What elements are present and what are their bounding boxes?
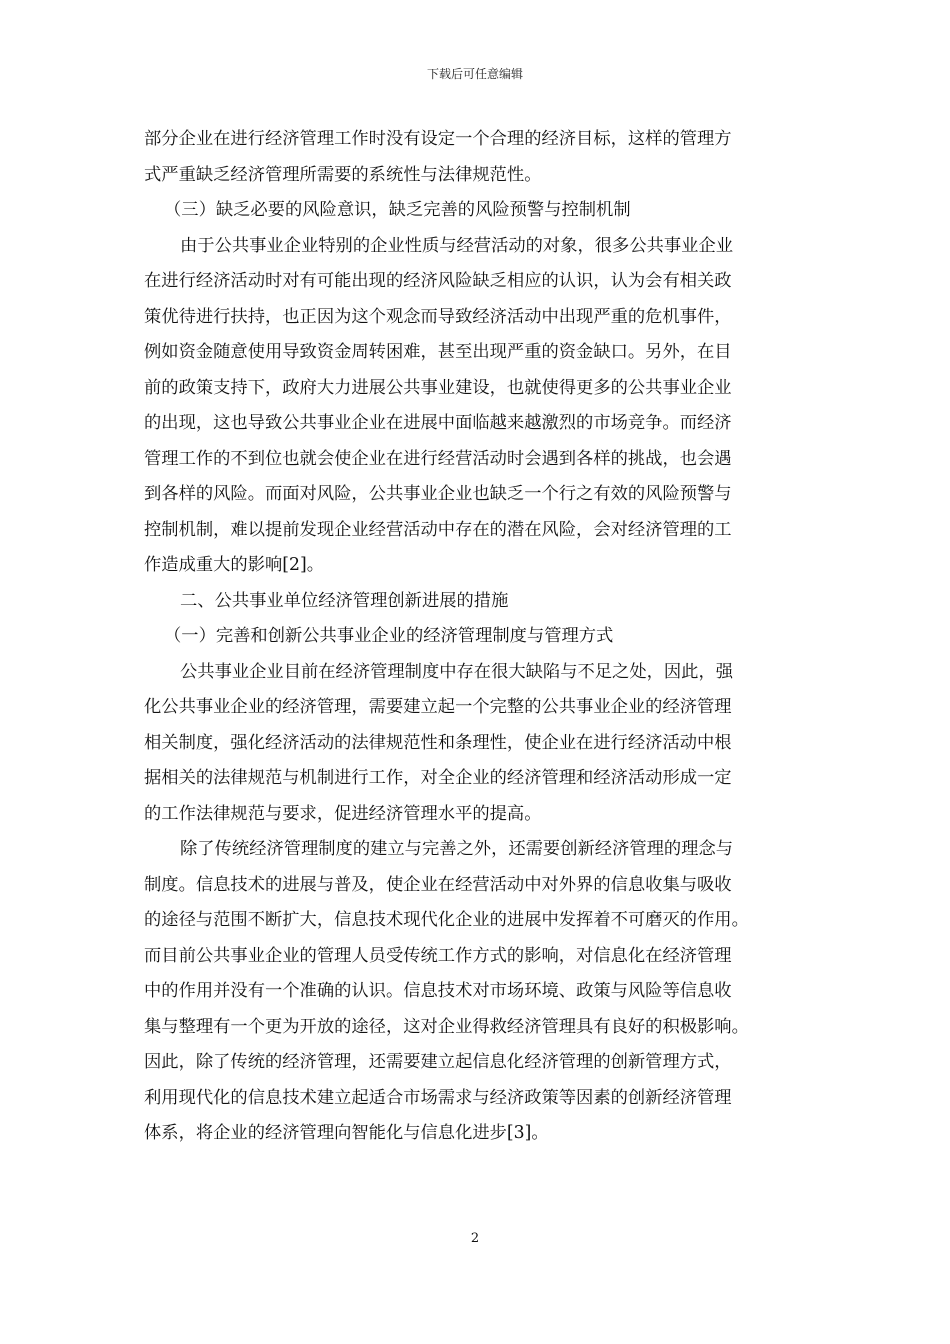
paragraph-line: 体系，将企业的经济管理向智能化与信息化进步[3]。 (144, 1123, 549, 1143)
page-header: 下载后可任意编辑 (426, 67, 523, 81)
paragraph-line: 据相关的法律规范与机制进行工作，对全企业的经济管理和经济活动形成一定 (144, 768, 732, 788)
subsection-heading: （一）完善和创新公共事业企业的经济管理制度与管理方式 (164, 626, 614, 646)
paragraph-line: 到各样的风险。而面对风险，公共事业企业也缺乏一个行之有效的风险预警与 (144, 484, 732, 504)
paragraph-line: 除了传统经济管理制度的建立与完善之外，还需要创新经济管理的理念与 (180, 839, 734, 859)
section-heading: （三）缺乏必要的风险意识，缺乏完善的风险预警与控制机制 (164, 200, 631, 220)
paragraph-line: 部分企业在进行经济管理工作时没有设定一个合理的经济目标，这样的管理方 (144, 129, 732, 149)
section-heading: 二、公共事业单位经济管理创新进展的措施 (180, 590, 509, 611)
paragraph-line: 由于公共事业企业特别的企业性质与经营活动的对象，很多公共事业企业 (180, 235, 734, 256)
paragraph-line: 控制机制，难以提前发现企业经营活动中存在的潜在风险，会对经济管理的工 (144, 519, 732, 540)
paragraph-line: 式严重缺乏经济管理所需要的系统性与法律规范性。 (144, 164, 542, 185)
paragraph-line: 集与整理有一个更为开放的途径，这对企业得救经济管理具有良好的积极影响。 (144, 1016, 749, 1037)
paragraph-line: 管理工作的不到位也就会使企业在进行经营活动时会遇到各样的挑战，也会遇 (144, 448, 732, 469)
document-body (144, 122, 808, 1152)
paragraph-line: 公共事业企业目前在经济管理制度中存在很大缺陷与不足之处，因此，强 (180, 661, 734, 682)
paragraph-line: 的工作法律规范与要求，促进经济管理水平的提高。 (144, 803, 542, 824)
paragraph-line: 而目前公共事业企业的管理人员受传统工作方式的影响，对信息化在经济管理 (144, 945, 732, 966)
paragraph-line: 的途径与范围不断扩大，信息技术现代化企业的进展中发挥着不可磨灭的作用。 (144, 910, 749, 930)
paragraph-line: 的出现，这也导致公共事业企业在进展中面临越来越激烈的市场竞争。而经济 (144, 413, 732, 433)
paragraph-line: 相关制度，强化经济活动的法律规范性和条理性，使企业在进行经济活动中根 (144, 732, 732, 753)
paragraph-line: 制度。信息技术的进展与普及，使企业在经营活动中对外界的信息收集与吸收 (144, 874, 732, 895)
paragraph-line: 策优待进行扶持，也正因为这个观念而导致经济活动中出现严重的危机事件， (144, 306, 732, 327)
paragraph-line: 在进行经济活动时对有可能出现的经济风险缺乏相应的认识，认为会有相关政 (144, 271, 732, 291)
page-number: 2 (470, 1231, 480, 1246)
paragraph-line: 因此，除了传统的经济管理，还需要建立起信息化经济管理的创新管理方式， (144, 1052, 732, 1072)
paragraph-line: 利用现代化的信息技术建立起适合市场需求与经济政策等因素的创新经济管理 (144, 1087, 732, 1108)
paragraph-line: 例如资金随意使用导致资金周转困难，甚至出现严重的资金缺口。另外，在目 (144, 342, 732, 362)
paragraph-line: 化公共事业企业的经济管理，需要建立起一个完整的公共事业企业的经济管理 (144, 697, 732, 717)
paragraph-line: 作造成重大的影响[2]。 (144, 555, 325, 575)
paragraph-line: 中的作用并没有一个准确的认识。信息技术对市场环境、政策与风险等信息收 (144, 981, 732, 1001)
paragraph-line: 前的政策支持下，政府大力进展公共事业建设，也就使得更多的公共事业企业 (144, 377, 732, 398)
